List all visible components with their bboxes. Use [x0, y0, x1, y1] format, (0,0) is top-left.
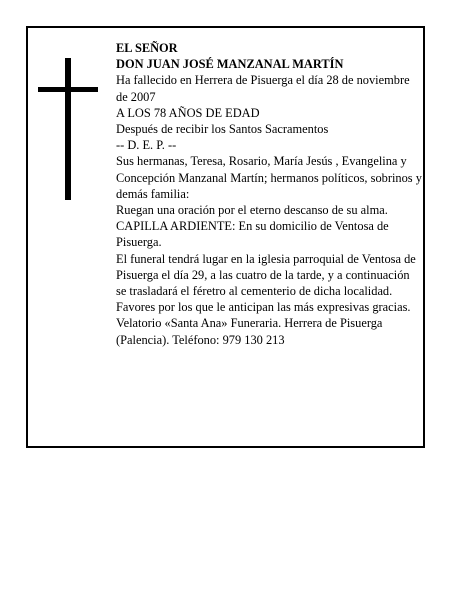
family-line: Sus hermanas, Teresa, Rosario, María Jesús , Evangelina y Concepción Manzanal Martín; hermanos políticos, sobrinos y demás familia: [116, 154, 422, 201]
notice-text [116, 40, 422, 348]
death-announcement: Ha fallecido en Herrera de Pisuerga el día 28 de noviembre de 2007 [116, 73, 410, 104]
latin-cross-icon [38, 58, 98, 200]
sacraments-line: Después de recibir los Santos Sacramentos [116, 122, 329, 137]
obituary-notice [26, 26, 425, 448]
cross-vertical-bar [65, 58, 71, 200]
prayer-request: Ruegan una oración por el eterno descanso de su alma. [116, 203, 388, 218]
funeral-info: El funeral tendrá lugar en la iglesia parroquial de Ventosa de Pisuerga el día 29, a las cuatro de la tarde, y a continuación se trasladará el féretro al cementerio de dicha localidad. [116, 251, 416, 299]
notice-title: EL SEÑOR [116, 41, 178, 55]
age-line: A LOS 78 AÑOS DE EDAD [116, 105, 260, 120]
deceased-name: DON JUAN JOSÉ MANZANAL MARTÍN [116, 57, 344, 72]
thanks-line: Favores por los que le anticipan las más expresivas gracias. [116, 300, 411, 315]
funeral-home-info: Velatorio «Santa Ana» Funeraria. Herrera de Pisuerga (Palencia). Teléfono: 979 130 213 [116, 316, 383, 347]
chapel-info: CAPILLA ARDIENTE: En su domicilio de Ventosa de Pisuerga. [116, 219, 389, 250]
cross-horizontal-bar [38, 87, 98, 92]
rip-line: -- D. E. P. -- [116, 138, 177, 153]
